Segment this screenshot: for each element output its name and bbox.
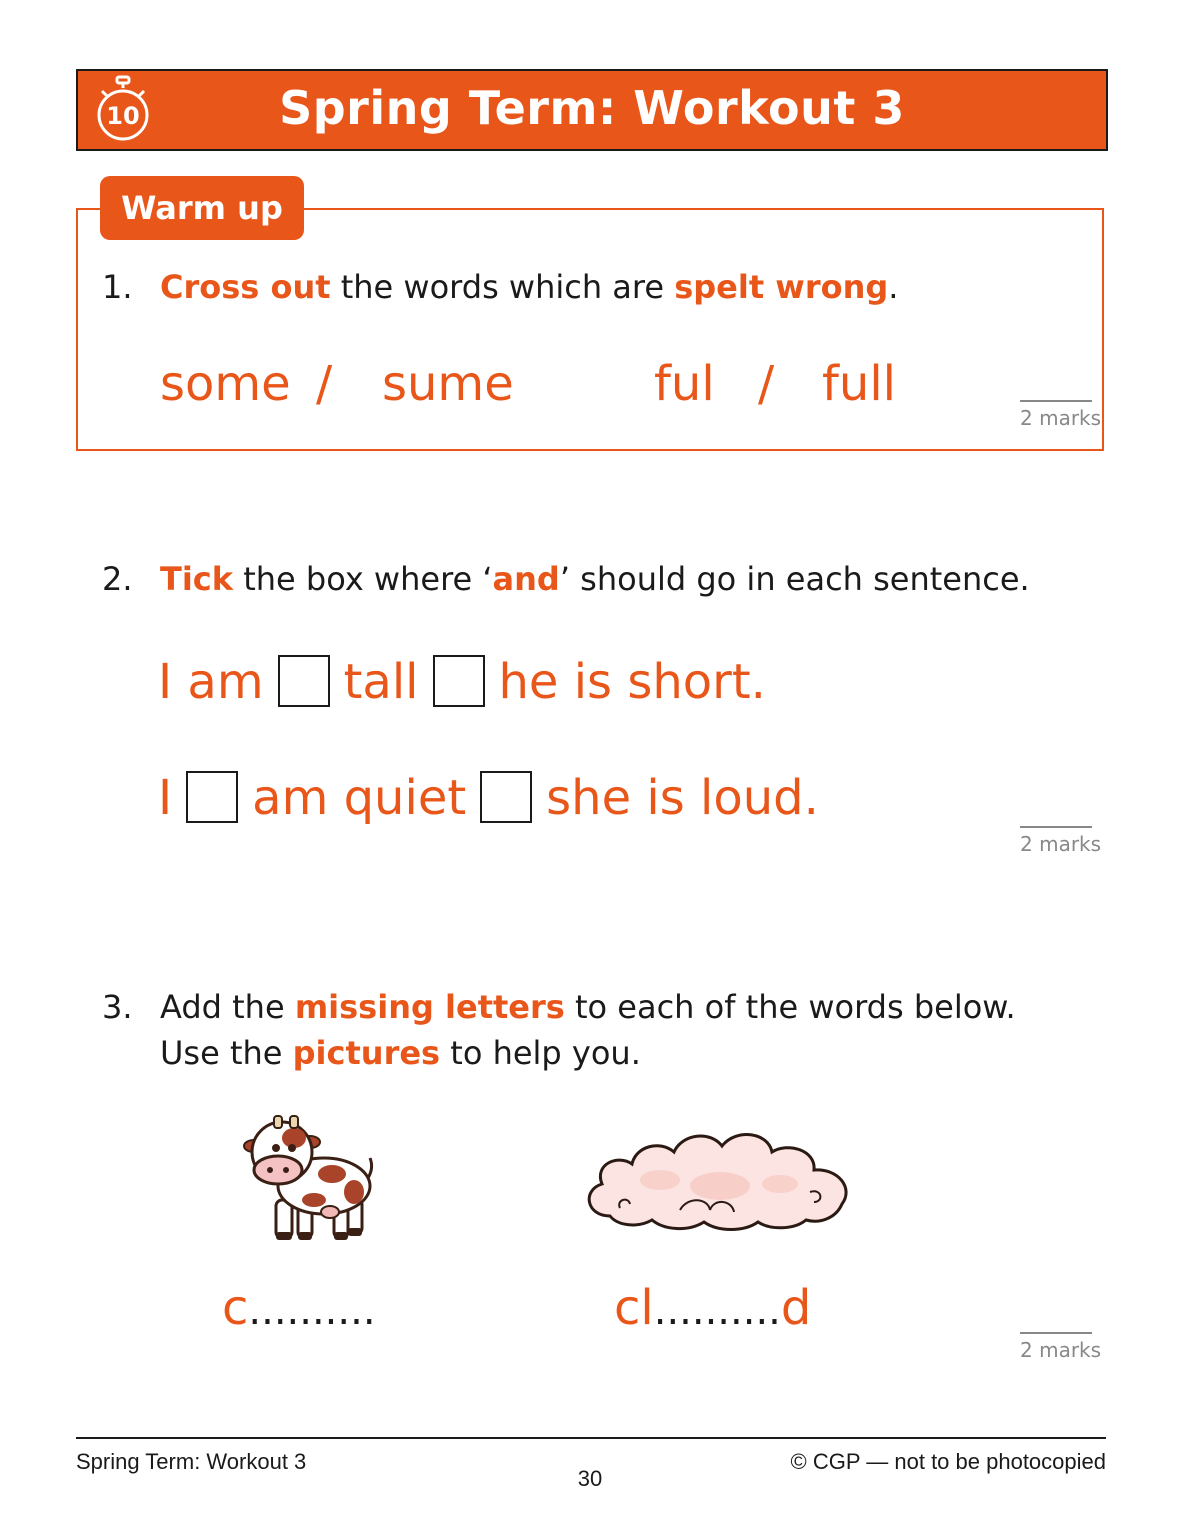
emphasis-pictures: pictures — [292, 1034, 441, 1072]
page-number: 30 — [577, 1466, 603, 1491]
word-start: cl — [614, 1280, 654, 1336]
marks-q2: 2 marks — [1020, 832, 1102, 856]
sentence-text: tall — [343, 654, 419, 710]
dotted-blank[interactable]: .......... — [653, 1288, 781, 1334]
sentence-2 — [158, 770, 819, 827]
page-title: Spring Term: Workout 3 — [279, 81, 905, 135]
tick-box[interactable] — [186, 771, 238, 823]
tick-box[interactable] — [480, 771, 532, 823]
question-3-instruction-line1 — [160, 988, 1016, 1026]
header-bar — [76, 69, 1108, 151]
question-2-number: 2. — [102, 560, 133, 598]
instruction-text: Add the — [160, 988, 295, 1026]
marks-line — [1020, 1332, 1092, 1334]
instruction-text: Use the — [160, 1034, 293, 1072]
tick-box[interactable] — [433, 655, 485, 707]
word-separator: / — [316, 356, 333, 412]
sentence-text: am quiet — [252, 770, 467, 826]
word-full[interactable]: full — [822, 356, 896, 412]
cow-icon — [236, 1108, 376, 1248]
word-some[interactable]: some — [160, 356, 291, 412]
instruction-text: to help you. — [440, 1034, 641, 1072]
emphasis-and: and — [492, 560, 560, 598]
question-2-instruction — [160, 560, 1030, 598]
instruction-text: the box where ‘ — [233, 560, 493, 598]
emphasis-missing-letters: missing letters — [294, 988, 565, 1026]
sentence-text: I — [158, 770, 173, 826]
word-ful[interactable]: ful — [654, 356, 715, 412]
emphasis-spelt-wrong: spelt wrong — [674, 268, 889, 306]
cloud-icon — [580, 1124, 856, 1236]
dotted-blank[interactable]: .......... — [248, 1288, 376, 1334]
question-1-number: 1. — [102, 268, 133, 306]
timer-number: 10 — [106, 102, 140, 130]
question-1-instruction — [160, 268, 898, 306]
warmup-box — [76, 208, 1104, 451]
instruction-text: . — [888, 268, 899, 306]
emphasis-tick: Tick — [160, 560, 234, 598]
sentence-text: he is short. — [498, 654, 766, 710]
emphasis-cross-out: Cross out — [160, 268, 331, 306]
word-end: d — [780, 1280, 812, 1336]
sentence-1 — [158, 654, 766, 711]
instruction-text: ’ should go in each sentence. — [559, 560, 1030, 598]
word-sume[interactable]: sume — [382, 356, 514, 412]
marks-line — [1020, 826, 1092, 828]
tick-box[interactable] — [278, 655, 330, 707]
instruction-text: the words which are — [330, 268, 675, 306]
marks-q1: 2 marks — [1020, 406, 1102, 430]
instruction-text: to each of the words below. — [564, 988, 1016, 1026]
word-cloud-blank[interactable] — [614, 1280, 811, 1336]
footer-divider — [76, 1437, 1106, 1439]
footer-title: Spring Term: Workout 3 — [76, 1449, 307, 1474]
warmup-label: Warm up — [100, 176, 304, 240]
sentence-text: she is loud. — [546, 770, 819, 826]
word-cow-blank[interactable] — [222, 1280, 376, 1336]
question-3-instruction-line2 — [160, 1034, 641, 1072]
word-separator: / — [758, 356, 775, 412]
sentence-text: I am — [158, 654, 264, 710]
footer-copyright: © CGP — not to be photocopied — [790, 1449, 1106, 1474]
marks-q3: 2 marks — [1020, 1338, 1102, 1362]
word-start: c — [222, 1280, 249, 1336]
marks-line — [1020, 400, 1092, 402]
question-3-number: 3. — [102, 988, 133, 1026]
